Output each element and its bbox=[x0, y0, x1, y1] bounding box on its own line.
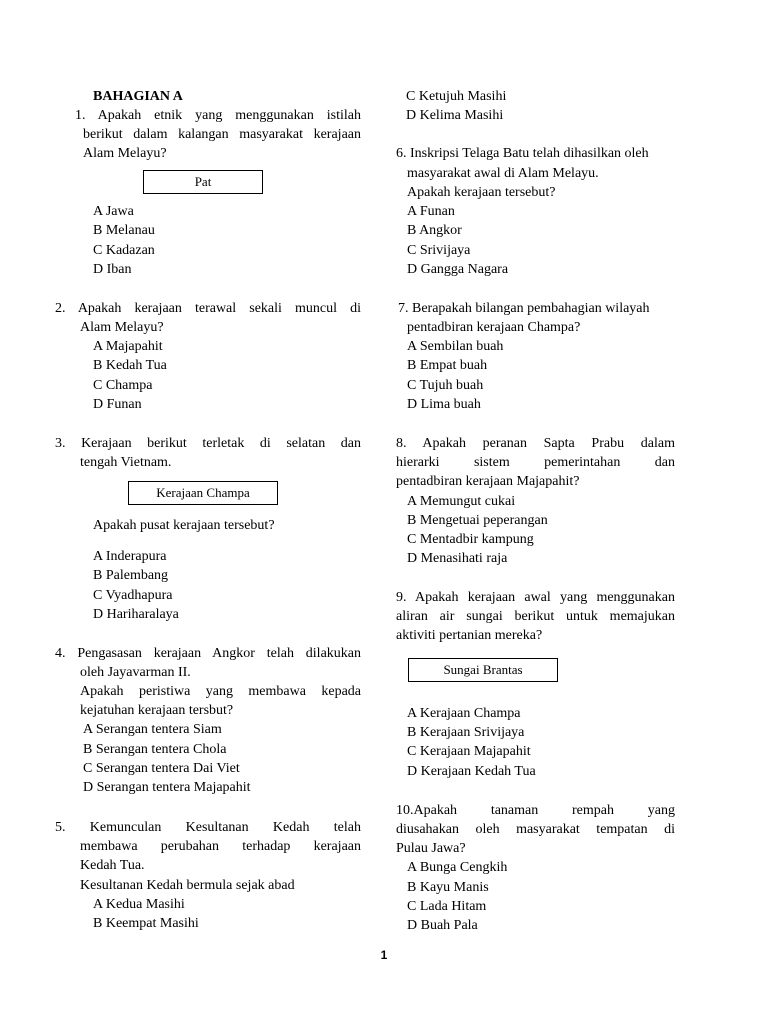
q5-line: membawa perubahan terhadap kerajaan bbox=[80, 839, 361, 854]
q1-line: 1. Apakah etnik yang menggunakan istilah bbox=[75, 108, 361, 123]
q3-option[interactable]: C Vyadhapura bbox=[93, 588, 173, 603]
q9-option[interactable]: C Kerajaan Majapahit bbox=[407, 744, 531, 759]
q1-option[interactable]: C Kadazan bbox=[93, 243, 155, 258]
q4-line: kejatuhan kerajaan tersbut? bbox=[80, 703, 234, 718]
q9-term-box: Sungai Brantas bbox=[408, 658, 558, 682]
q7-option[interactable]: B Empat buah bbox=[407, 358, 488, 373]
q9-line: aktiviti pertanian mereka? bbox=[396, 628, 543, 643]
q3-line: tengah Vietnam. bbox=[80, 455, 172, 470]
q5-line: Kesultanan Kedah bermula sejak abad bbox=[80, 878, 295, 893]
q4-option[interactable]: B Serangan tentera Chola bbox=[83, 742, 227, 757]
q5-option[interactable]: B Keempat Masihi bbox=[93, 916, 199, 931]
q5-option[interactable]: A Kedua Masihi bbox=[93, 897, 185, 912]
q8-line: pentadbiran kerajaan Majapahit? bbox=[396, 474, 580, 489]
q2-line: 2. Apakah kerajaan terawal sekali muncul di bbox=[55, 301, 361, 316]
q2-option[interactable]: D Funan bbox=[93, 397, 142, 412]
q7-option[interactable]: D Lima buah bbox=[407, 397, 481, 412]
q2-line: Alam Melayu? bbox=[80, 320, 164, 335]
q10-option[interactable]: C Lada Hitam bbox=[407, 899, 487, 914]
q7-line: 7. Berapakah bilangan pembahagian wilayah bbox=[398, 301, 650, 316]
q9-option[interactable]: B Kerajaan Srivijaya bbox=[407, 725, 525, 740]
q10-line: Pulau Jawa? bbox=[396, 841, 466, 856]
q5-option[interactable]: C Ketujuh Masihi bbox=[406, 89, 507, 104]
q6-line: masyarakat awal di Alam Melayu. bbox=[407, 166, 599, 181]
q5-line: 5. Kemunculan Kesultanan Kedah telah bbox=[55, 820, 361, 835]
q4-option[interactable]: C Serangan tentera Dai Viet bbox=[83, 761, 240, 776]
q9-option[interactable]: D Kerajaan Kedah Tua bbox=[407, 764, 536, 779]
q4-option[interactable]: D Serangan tentera Majapahit bbox=[83, 780, 251, 795]
q3-option[interactable]: B Palembang bbox=[93, 568, 169, 583]
q9-option[interactable]: A Kerajaan Champa bbox=[407, 706, 521, 721]
q8-option[interactable]: B Mengetuai peperangan bbox=[407, 513, 548, 528]
q3-line: 3. Kerajaan berikut terletak di selatan dan bbox=[55, 436, 361, 451]
q10-option[interactable]: B Kayu Manis bbox=[407, 880, 489, 895]
q5-option[interactable]: D Kelima Masihi bbox=[406, 108, 504, 123]
q4-line: 4. Pengasasan kerajaan Angkor telah dilakukan bbox=[55, 646, 361, 661]
q3-option[interactable]: A Inderapura bbox=[93, 549, 167, 564]
q5-line: Kedah Tua. bbox=[80, 858, 145, 873]
q3-question: Apakah pusat kerajaan tersebut? bbox=[93, 518, 275, 533]
q10-option[interactable]: D Buah Pala bbox=[407, 918, 478, 933]
q8-option[interactable]: A Memungut cukai bbox=[407, 494, 516, 509]
q7-option[interactable]: A Sembilan buah bbox=[407, 339, 504, 354]
q2-option[interactable]: C Champa bbox=[93, 378, 153, 393]
q9-line: aliran air sungai berikut untuk memajukan bbox=[396, 609, 675, 624]
q8-option[interactable]: C Mentadbir kampung bbox=[407, 532, 534, 547]
q1-term-box: Pat bbox=[143, 170, 263, 194]
q2-option[interactable]: B Kedah Tua bbox=[93, 358, 167, 373]
q6-option[interactable]: B Angkor bbox=[407, 223, 462, 238]
q4-line: oleh Jayavarman II. bbox=[80, 665, 191, 680]
q1-option[interactable]: A Jawa bbox=[93, 204, 134, 219]
page-number: 1 bbox=[380, 948, 388, 962]
q3-term-box: Kerajaan Champa bbox=[128, 481, 278, 505]
q10-line: diusahakan oleh masyarakat tempatan di bbox=[396, 822, 675, 837]
q6-option[interactable]: A Funan bbox=[407, 204, 455, 219]
q10-option[interactable]: A Bunga Cengkih bbox=[407, 860, 508, 875]
q4-option[interactable]: A Serangan tentera Siam bbox=[83, 722, 222, 737]
q8-line: 8. Apakah peranan Sapta Prabu dalam bbox=[396, 436, 675, 451]
q10-line: 10.Apakah tanaman rempah yang bbox=[396, 803, 675, 818]
q6-option[interactable]: C Srivijaya bbox=[407, 243, 471, 258]
q1-line: Alam Melayu? bbox=[83, 146, 167, 161]
q3-option[interactable]: D Hariharalaya bbox=[93, 607, 179, 622]
q6-line: 6. Inskripsi Telaga Batu telah dihasilkan oleh bbox=[396, 146, 649, 161]
q1-line: berikut dalam kalangan masyarakat kerajaan bbox=[83, 127, 361, 142]
q7-line: pentadbiran kerajaan Champa? bbox=[407, 320, 581, 335]
q2-option[interactable]: A Majapahit bbox=[93, 339, 163, 354]
q6-line: Apakah kerajaan tersebut? bbox=[407, 185, 556, 200]
q8-line: hierarki sistem pemerintahan dan bbox=[396, 455, 675, 470]
q8-option[interactable]: D Menasihati raja bbox=[407, 551, 508, 566]
q1-option[interactable]: B Melanau bbox=[93, 223, 155, 238]
q4-line: Apakah peristiwa yang membawa kepada bbox=[80, 684, 361, 699]
section-heading: BAHAGIAN A bbox=[93, 89, 183, 104]
q9-line: 9. Apakah kerajaan awal yang menggunakan bbox=[396, 590, 675, 605]
q1-option[interactable]: D Iban bbox=[93, 262, 132, 277]
q6-option[interactable]: D Gangga Nagara bbox=[407, 262, 509, 277]
q7-option[interactable]: C Tujuh buah bbox=[407, 378, 484, 393]
